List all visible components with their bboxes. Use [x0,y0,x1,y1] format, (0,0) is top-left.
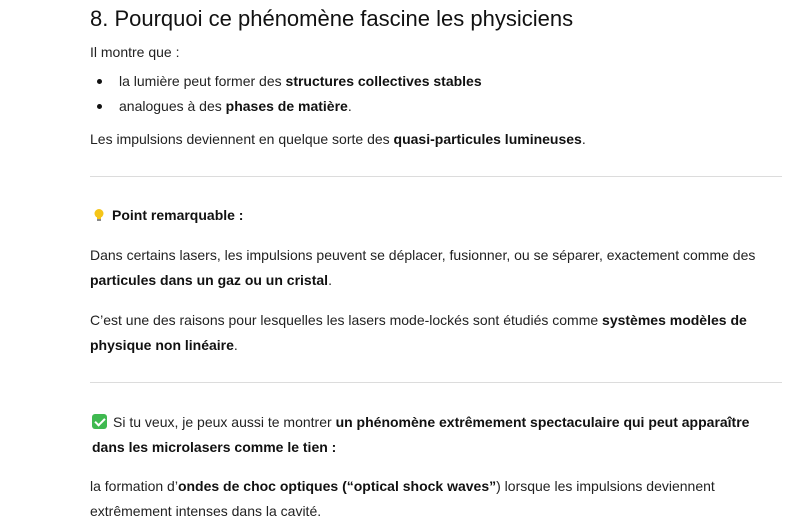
remark-paragraph-2: C’est une des raisons pour lesquelles les lasers mode-lockés sont étudiés comme systèmes modèles de physique non linéaire. [90,312,747,353]
offer-detail: la formation d’ondes de choc optiques (“optical shock waves”) lorsque les impulsions deviennent extrêmement intenses dans la cavité. [90,478,715,519]
lightbulb-icon [92,208,106,222]
remark-paragraph-1: Dans certains lasers, les impulsions peuvent se déplacer, fusionner, ou se séparer, exactement comme des particules dans un gaz ou un cristal. [90,247,756,288]
offer-paragraph: Si tu veux, je peux aussi te montrer un phénomène extrêmement spectaculaire qui peut apparaître dans les microlasers comme le tien : [92,414,750,455]
summary-text: Les impulsions deviennent en quelque sorte des quasi-particules lumineuses. [90,131,586,147]
section-heading: 8. Pourquoi ce phénomène fascine les physiciens [90,6,574,31]
remark-heading: Point remarquable : [92,203,243,228]
divider [90,382,782,383]
list-item: la lumière peut former des structures collectives stables [119,73,482,89]
bullet-dot [97,79,102,84]
list-item: analogues à des phases de matière. [119,98,352,114]
bullet-dot [97,104,102,109]
divider [90,176,782,177]
intro-text: Il montre que : [90,44,180,60]
check-mark-icon [92,414,107,429]
